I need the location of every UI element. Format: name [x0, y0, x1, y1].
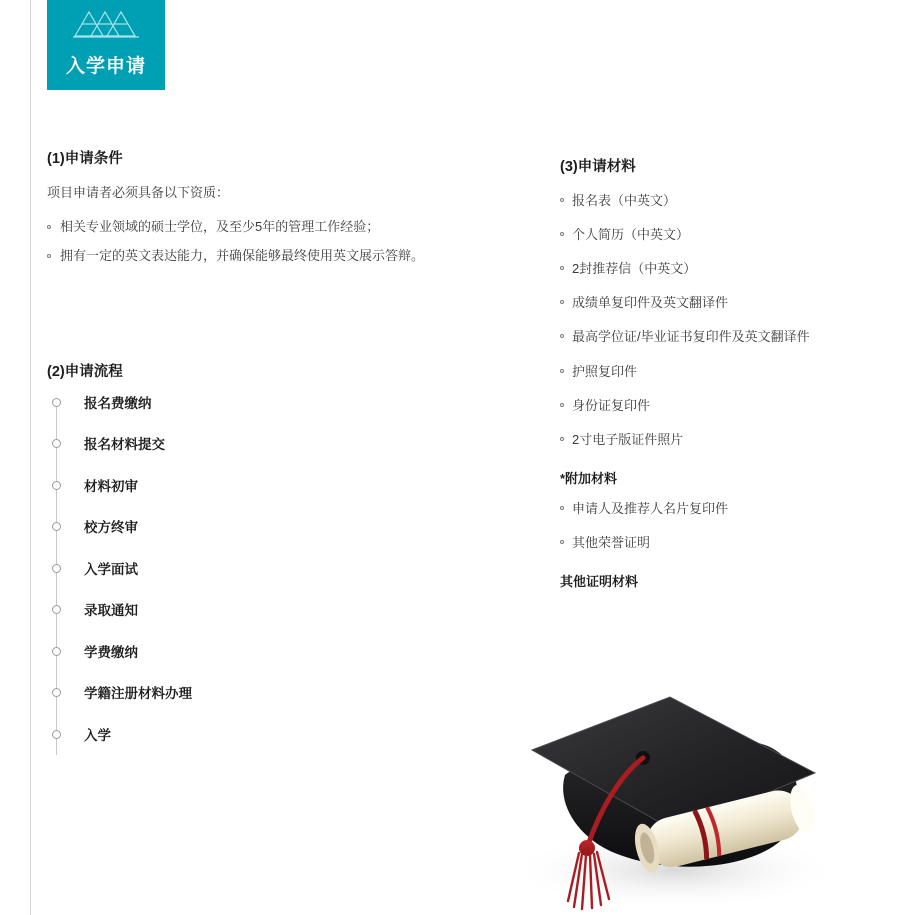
list-item: 最高学位证/毕业证书复印件及英文翻译件: [560, 327, 890, 347]
academic-emblem-icon: [71, 6, 141, 40]
left-page-rule: [30, 0, 31, 915]
list-item: 报名表（中英文）: [560, 191, 890, 211]
timeline-step-label: 入学面试: [84, 561, 138, 577]
timeline-step-label: 材料初审: [84, 478, 138, 494]
conditions-list: [47, 216, 487, 269]
other-proof-note: 其他证明材料: [560, 574, 639, 590]
application-process-section: [47, 363, 487, 769]
timeline-step-label: 学籍注册材料办理: [84, 686, 192, 702]
process-timeline: [47, 396, 487, 770]
timeline-step: [47, 437, 487, 479]
process-heading: (2)申请流程: [47, 364, 123, 380]
timeline-step: [47, 645, 487, 687]
timeline-dot-icon: [52, 688, 61, 697]
list-item: 个人简历（中英文）: [560, 225, 890, 245]
list-item: 申请人及推荐人名片复印件: [560, 499, 890, 519]
extra-materials-list: [560, 499, 890, 553]
page-header-badge: [47, 0, 165, 90]
timeline-dot-icon: [52, 522, 61, 531]
timeline-step: [47, 728, 487, 770]
timeline-step: [47, 396, 487, 438]
timeline-step-label: 录取通知: [84, 603, 138, 619]
application-conditions-section: [47, 150, 487, 275]
timeline-dot-icon: [52, 730, 61, 739]
list-item: 其他荣誉证明: [560, 533, 890, 553]
list-item: 2寸电子版证件照片: [560, 430, 890, 450]
list-item: 2封推荐信（中英文）: [560, 259, 890, 279]
conditions-heading: (1)申请条件: [47, 151, 123, 167]
application-materials-section: [560, 158, 890, 590]
timeline-step: [47, 603, 487, 645]
graduation-cap-diploma-photo: [470, 655, 870, 915]
timeline-step: [47, 562, 487, 604]
conditions-intro: 项目申请者必须具备以下资质：: [47, 184, 230, 200]
list-item: 成绩单复印件及英文翻译件: [560, 293, 890, 313]
list-item: 护照复印件: [560, 362, 890, 382]
timeline-dot-icon: [52, 439, 61, 448]
materials-list: [560, 191, 890, 450]
badge-title: 入学申请: [65, 56, 146, 77]
timeline-step-label: 报名材料提交: [84, 437, 165, 453]
materials-heading: (3)申请材料: [560, 159, 636, 175]
list-item: 相关专业领域的硕士学位，及至少5年的管理工作经验；: [47, 216, 487, 239]
timeline-dot-icon: [52, 481, 61, 490]
timeline-step-label: 报名费缴纳: [84, 395, 152, 411]
timeline-dot-icon: [52, 647, 61, 656]
extra-materials-heading: *附加材料: [560, 470, 618, 486]
timeline-dot-icon: [52, 605, 61, 614]
list-item: 拥有一定的英文表达能力，并确保能够最终使用英文展示答辩。: [47, 245, 487, 268]
timeline-step: [47, 686, 487, 728]
timeline-dot-icon: [52, 564, 61, 573]
list-item: 身份证复印件: [560, 396, 890, 416]
timeline-step-label: 学费缴纳: [84, 644, 138, 660]
timeline-step: [47, 520, 487, 562]
timeline-step-label: 校方终审: [84, 520, 138, 536]
timeline-step-label: 入学: [84, 727, 111, 743]
timeline-step: [47, 479, 487, 521]
timeline-dot-icon: [52, 398, 61, 407]
